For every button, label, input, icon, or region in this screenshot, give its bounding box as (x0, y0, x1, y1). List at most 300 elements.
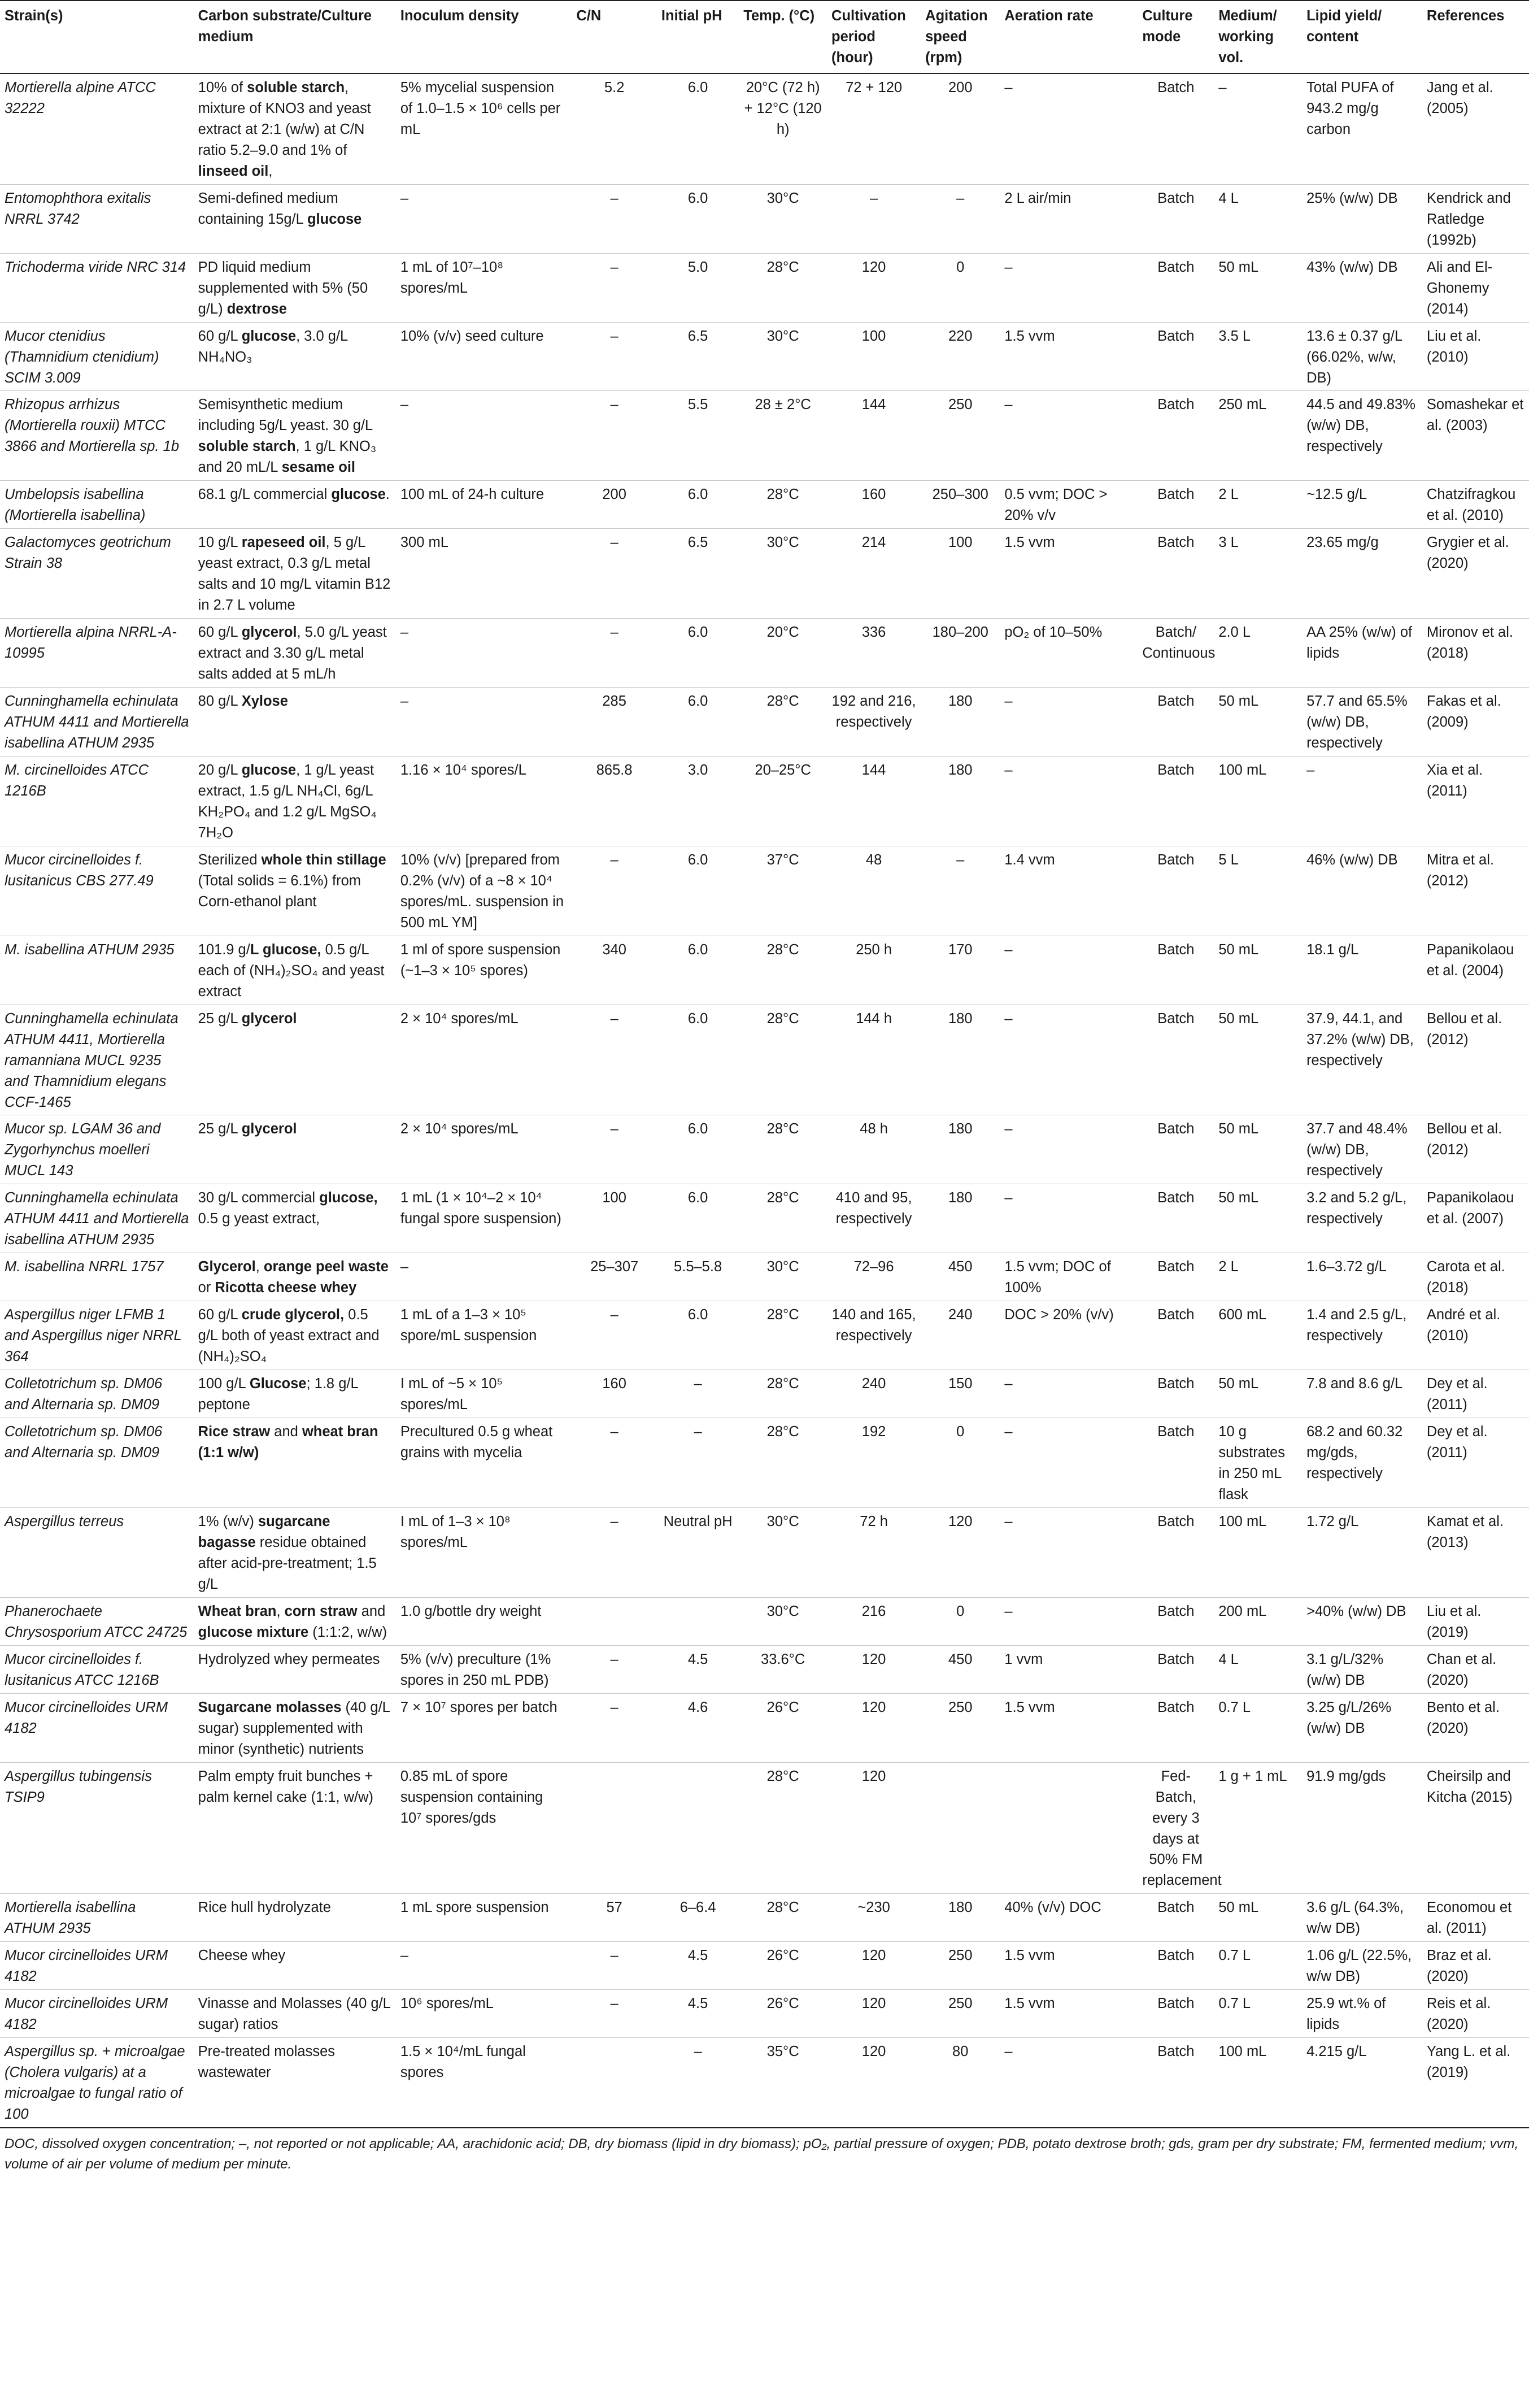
cell-period: 192 (827, 1418, 921, 1508)
cell-ph: 4.5 (657, 1990, 739, 2038)
cell-cn: 25–307 (572, 1253, 657, 1301)
cell-lipid: 46% (w/w) DB (1302, 846, 1422, 936)
cell-aeration: – (1000, 1597, 1138, 1645)
cell-agitation: 450 (921, 1253, 1000, 1301)
cell-ref: Liu et al. (2019) (1422, 1597, 1529, 1645)
carbon-substrate: Xylose (241, 693, 288, 710)
cell-ref: Kendrick and Ratledge (1992b) (1422, 184, 1529, 253)
carbon-text: 10 g/L (198, 534, 242, 551)
carbon-text: 68.1 g/L commercial (198, 486, 332, 503)
cell-inoculum: – (396, 184, 572, 253)
cell-agitation: 120 (921, 1507, 1000, 1597)
cell-period: 144 (827, 756, 921, 846)
table-row (0, 529, 1529, 619)
cell-vol: 50 mL (1214, 1370, 1302, 1418)
cell-ph: 6.5 (657, 529, 739, 619)
cell-mode: Batch (1138, 936, 1214, 1005)
cell-temp: 28°C (739, 1370, 827, 1418)
cell-cn: – (572, 619, 657, 688)
cell-temp: 28°C (739, 481, 827, 529)
cell-inoculum: 1 ml of spore suspension (~1–3 × 10⁵ spores) (396, 936, 572, 1005)
cell-ph: 6.0 (657, 619, 739, 688)
cell-inoculum: 1 mL of a 1–3 × 10⁵ spore/mL suspension (396, 1301, 572, 1370)
cell-temp: 33.6°C (739, 1645, 827, 1693)
cell-ph: – (657, 1418, 739, 1508)
cell-ref: Yang L. et al. (2019) (1422, 2038, 1529, 2128)
table-row (0, 1693, 1529, 1762)
cell-strain: Rhizopus arrhizus (Mortierella rouxii) MTCC 3866 and Mortierella sp. 1b (0, 391, 194, 481)
cell-period: 48 (827, 846, 921, 936)
cell-aeration: 2 L air/min (1000, 184, 1138, 253)
table-row (0, 1894, 1529, 1942)
cell-ph: 6.0 (657, 1005, 739, 1115)
cell-lipid: 1.6–3.72 g/L (1302, 1253, 1422, 1301)
cell-period: 336 (827, 619, 921, 688)
cell-agitation: 240 (921, 1301, 1000, 1370)
cell-carbon (194, 1418, 396, 1508)
cell-inoculum: 300 mL (396, 529, 572, 619)
cell-strain: Entomophthora exitalis NRRL 3742 (0, 184, 194, 253)
cell-carbon (194, 688, 396, 757)
cell-aeration: 1.5 vvm (1000, 1693, 1138, 1762)
cell-ref: Dey et al. (2011) (1422, 1418, 1529, 1508)
cell-period: ~230 (827, 1894, 921, 1942)
cell-cn: – (572, 1990, 657, 2038)
carbon-substrate: Wheat bran (198, 1603, 277, 1619)
table-row (0, 1762, 1529, 1894)
cell-strain: Aspergillus tubingensis TSIP9 (0, 1762, 194, 1894)
cell-mode: Batch (1138, 73, 1214, 184)
carbon-substrate: L glucose, (250, 941, 321, 958)
cell-cn: – (572, 1115, 657, 1184)
cell-lipid: – (1302, 756, 1422, 846)
cell-vol: 50 mL (1214, 253, 1302, 322)
cell-aeration: – (1000, 253, 1138, 322)
cell-vol: 2 L (1214, 1253, 1302, 1301)
cell-cn: 340 (572, 936, 657, 1005)
table-row (0, 1507, 1529, 1597)
cell-ref: Cheirsilp and Kitcha (2015) (1422, 1762, 1529, 1894)
cell-period: 192 and 216, respectively (827, 688, 921, 757)
cell-ref: Papanikolaou et al. (2007) (1422, 1184, 1529, 1253)
cell-cn: 57 (572, 1894, 657, 1942)
carbon-substrate: wheat bran (302, 1424, 378, 1440)
cell-aeration: 1.5 vvm (1000, 322, 1138, 391)
carbon-substrate: glycerol (241, 1010, 297, 1027)
cell-mode: Batch (1138, 322, 1214, 391)
cell-agitation: 450 (921, 1645, 1000, 1693)
cell-inoculum: 1.0 g/bottle dry weight (396, 1597, 572, 1645)
cell-strain: Cunninghamella echinulata ATHUM 4411 and Mortierella isabellina ATHUM 2935 (0, 1184, 194, 1253)
cell-period: 120 (827, 1693, 921, 1762)
cell-vol: 250 mL (1214, 391, 1302, 481)
cell-inoculum: 5% (v/v) preculture (1% spores in 250 mL PDB) (396, 1645, 572, 1693)
cell-temp: 28°C (739, 688, 827, 757)
cell-cn: – (572, 1418, 657, 1508)
cell-period: 216 (827, 1597, 921, 1645)
cell-ph: 4.5 (657, 1645, 739, 1693)
cell-inoculum: 1 mL (1 × 10⁴–2 × 10⁴ fungal spore suspension) (396, 1184, 572, 1253)
cell-strain: Mortierella alpina NRRL-A-10995 (0, 619, 194, 688)
cell-ph: 6.0 (657, 73, 739, 184)
cell-aeration: pO₂ of 10–50% (1000, 619, 1138, 688)
cell-vol: 4 L (1214, 1645, 1302, 1693)
cell-lipid: 23.65 mg/g (1302, 529, 1422, 619)
cell-inoculum: I mL of ~5 × 10⁵ spores/mL (396, 1370, 572, 1418)
carbon-text: 0.5 g yeast extract, (198, 1211, 320, 1227)
cell-lipid: 7.8 and 8.6 g/L (1302, 1370, 1422, 1418)
cell-aeration: DOC > 20% (v/v) (1000, 1301, 1138, 1370)
cell-aeration: – (1000, 936, 1138, 1005)
cell-ph: 5.5 (657, 391, 739, 481)
table-footnote: DOC, dissolved oxygen concentration; –, not reported or not applicable; AA, arachidonic acid; DB, dry biomass (lipid in dry biomass); pO₂, partial pressure of oxygen; PDB, potato dextrose broth; gds, gram per dry substrate; FM, fermented medium; vvm, volume of air per volume of medium per minute. (5, 2136, 1519, 2172)
cell-mode: Batch (1138, 688, 1214, 757)
cell-cn: 100 (572, 1184, 657, 1253)
cell-ref: Bellou et al. (2012) (1422, 1115, 1529, 1184)
cell-carbon (194, 1894, 396, 1942)
cell-inoculum: 10% (v/v) [prepared from 0.2% (v/v) of a ~8 × 10⁴ spores/mL. suspension in 500 mL YM] (396, 846, 572, 936)
cell-aeration (1000, 1762, 1138, 1894)
cell-strain: Mucor circinelloides URM 4182 (0, 1942, 194, 1990)
carbon-text: , (255, 1259, 264, 1275)
header-period: Cultivation period (hour) (827, 1, 921, 73)
header-mode: Culture mode (1138, 1, 1214, 73)
cell-agitation (921, 1762, 1000, 1894)
cell-ph: – (657, 1370, 739, 1418)
carbon-substrate: corn straw (284, 1603, 358, 1619)
cell-vol: 0.7 L (1214, 1942, 1302, 1990)
cell-ref: Mitra et al. (2012) (1422, 846, 1529, 936)
cell-period: 120 (827, 1990, 921, 2038)
cell-ref: Fakas et al. (2009) (1422, 688, 1529, 757)
cell-agitation: 220 (921, 322, 1000, 391)
cell-strain: Mucor circinelloides f. lusitanicus CBS 277.49 (0, 846, 194, 936)
table-row (0, 73, 1529, 184)
table-row (0, 391, 1529, 481)
cell-temp: 35°C (739, 2038, 827, 2128)
cell-vol: 2.0 L (1214, 619, 1302, 688)
cell-vol: 600 mL (1214, 1301, 1302, 1370)
cell-ph: 3.0 (657, 756, 739, 846)
cell-period: – (827, 184, 921, 253)
cell-strain: Cunninghamella echinulata ATHUM 4411 and Mortierella isabellina ATHUM 2935 (0, 688, 194, 757)
carbon-substrate: glycerol (241, 1121, 297, 1137)
cell-agitation: 180 (921, 1184, 1000, 1253)
cell-vol: 0.7 L (1214, 1693, 1302, 1762)
cell-carbon (194, 391, 396, 481)
cell-cn: 865.8 (572, 756, 657, 846)
carbon-text: , (276, 1603, 285, 1619)
cell-inoculum: 1.5 × 10⁴/mL fungal spores (396, 2038, 572, 2128)
cell-cn: – (572, 529, 657, 619)
cell-lipid: 37.9, 44.1, and 37.2% (w/w) DB, respectively (1302, 1005, 1422, 1115)
cell-aeration: 1.5 vvm (1000, 1942, 1138, 1990)
cell-agitation: 180 (921, 1115, 1000, 1184)
cell-cn: – (572, 1942, 657, 1990)
cell-ref: Xia et al. (2011) (1422, 756, 1529, 846)
cell-strain: M. isabellina NRRL 1757 (0, 1253, 194, 1301)
cell-strain: Cunninghamella echinulata ATHUM 4411, Mortierella ramanniana MUCL 9235 and Thamnidium elegans CCF-1465 (0, 1005, 194, 1115)
cell-aeration: 1.5 vvm (1000, 1990, 1138, 2038)
carbon-text: , (268, 163, 273, 179)
cell-period: 72 + 120 (827, 73, 921, 184)
table-header (0, 1, 1529, 73)
cell-cn: 160 (572, 1370, 657, 1418)
carbon-text: 60 g/L (198, 328, 242, 344)
cell-ref: Braz et al. (2020) (1422, 1942, 1529, 1990)
carbon-text: , mixture of KNO3 and yeast extract at 2:1 (w/w) at C/N ratio 5.2–9.0 and 1% of (198, 79, 371, 158)
cell-vol: 100 mL (1214, 2038, 1302, 2128)
cell-aeration: 0.5 vvm; DOC > 20% v/v (1000, 481, 1138, 529)
cell-strain: Umbelopsis isabellina (Mortierella isabellina) (0, 481, 194, 529)
carbon-text: Palm empty fruit bunches + palm kernel cake (1:1, w/w) (198, 1768, 374, 1805)
cell-inoculum: 1.16 × 10⁴ spores/L (396, 756, 572, 846)
carbon-text: Pre-treated molasses wastewater (198, 2044, 336, 2081)
cell-carbon (194, 2038, 396, 2128)
cell-ref: Papanikolaou et al. (2004) (1422, 936, 1529, 1005)
cell-aeration: – (1000, 1418, 1138, 1508)
carbon-text: Semi-defined medium containing 15g/L (198, 190, 338, 227)
cell-strain: Mucor circinelloides URM 4182 (0, 1693, 194, 1762)
cell-carbon (194, 619, 396, 688)
carbon-substrate: glucose, (319, 1190, 378, 1206)
cell-carbon (194, 1370, 396, 1418)
cell-strain: M. circinelloides ATCC 1216B (0, 756, 194, 846)
cell-ref: Reis et al. (2020) (1422, 1990, 1529, 2038)
carbon-substrate: Rice straw (198, 1424, 271, 1440)
cell-strain: Galactomyces geotrichum Strain 38 (0, 529, 194, 619)
cell-vol: 50 mL (1214, 1184, 1302, 1253)
cell-cn: – (572, 322, 657, 391)
carbon-substrate: glycerol (241, 624, 297, 641)
cell-period: 120 (827, 1762, 921, 1894)
cell-carbon (194, 1942, 396, 1990)
table-row (0, 688, 1529, 757)
carbon-substrate: glucose (307, 211, 362, 227)
cell-ref: Bento et al. (2020) (1422, 1693, 1529, 1762)
table-row (0, 846, 1529, 936)
cell-mode: Batch (1138, 1507, 1214, 1597)
carbon-text: PD liquid medium supplemented with 5% (50 g/L) (198, 259, 368, 317)
cell-carbon (194, 756, 396, 846)
table-row (0, 936, 1529, 1005)
header-aeration: Aeration rate (1000, 1, 1138, 73)
cell-temp: 26°C (739, 1693, 827, 1762)
carbon-substrate: sesame oil (281, 459, 355, 476)
cell-agitation: 250 (921, 1693, 1000, 1762)
carbon-text: 25 g/L (198, 1010, 242, 1027)
cell-mode: Batch (1138, 1184, 1214, 1253)
cell-period: 214 (827, 529, 921, 619)
cell-ref: Carota et al. (2018) (1422, 1253, 1529, 1301)
carbon-text: and glucose mixture (1:1:2, w/w) (198, 1603, 387, 1640)
cell-inoculum: – (396, 1253, 572, 1301)
carbon-text: (1:1 w/w) (198, 1445, 259, 1461)
cell-temp: 28°C (739, 1894, 827, 1942)
carbon-text: 101.9 g/ (198, 941, 250, 958)
cell-ph (657, 1762, 739, 1894)
cell-carbon (194, 1005, 396, 1115)
cell-agitation: 0 (921, 253, 1000, 322)
table-body (0, 73, 1529, 2128)
cell-temp: 28°C (739, 1418, 827, 1508)
cell-ph: 4.5 (657, 1942, 739, 1990)
header-inoculum: Inoculum density (396, 1, 572, 73)
cell-vol: 1 g + 1 mL (1214, 1762, 1302, 1894)
cell-mode: Batch (1138, 2038, 1214, 2128)
carbon-substrate: soluble starch (198, 438, 296, 455)
table-row (0, 1370, 1529, 1418)
carbon-substrate: glucose (331, 486, 386, 503)
carbon-text: 30 g/L commercial (198, 1190, 320, 1206)
cell-inoculum: 100 mL of 24-h culture (396, 481, 572, 529)
header-refs: References (1422, 1, 1529, 73)
cell-period: 240 (827, 1370, 921, 1418)
cell-lipid: 68.2 and 60.32 mg/gds, respectively (1302, 1418, 1422, 1508)
cell-mode: Fed-Batch, every 3 days at 50% FM replacement (1138, 1762, 1214, 1894)
cell-cn: – (572, 1301, 657, 1370)
cell-aeration: – (1000, 1184, 1138, 1253)
cell-ref: Bellou et al. (2012) (1422, 1005, 1529, 1115)
cell-carbon (194, 73, 396, 184)
cell-temp: 30°C (739, 322, 827, 391)
cell-ref: Ali and El-Ghonemy (2014) (1422, 253, 1529, 322)
cell-inoculum: 2 × 10⁴ spores/mL (396, 1115, 572, 1184)
cell-carbon (194, 1507, 396, 1597)
cell-ph: 5.5–5.8 (657, 1253, 739, 1301)
cell-period: 120 (827, 2038, 921, 2128)
table-row (0, 1942, 1529, 1990)
cell-aeration: – (1000, 2038, 1138, 2128)
table-row (0, 1597, 1529, 1645)
carbon-substrate: orange peel waste (263, 1259, 389, 1275)
cell-lipid: 44.5 and 49.83% (w/w) DB, respectively (1302, 391, 1422, 481)
table-row (0, 481, 1529, 529)
cell-inoculum: I mL of 1–3 × 10⁸ spores/mL (396, 1507, 572, 1597)
cell-aeration: 1.5 vvm (1000, 529, 1138, 619)
carbon-substrate: glucose (241, 328, 297, 344)
carbon-text: , 1 g/L yeast extract, 1.5 g/L NH₄Cl, 6g/L KH₂PO₄ and 1.2 g/L MgSO₄ 7H₂O (198, 762, 377, 841)
cell-cn: – (572, 1507, 657, 1597)
cell-ph: Neutral pH (657, 1507, 739, 1597)
cell-ph: 6.0 (657, 1115, 739, 1184)
carbon-text: Semisynthetic medium including 5g/L yeast. 30 g/L (198, 397, 373, 434)
cell-period: 48 h (827, 1115, 921, 1184)
cell-mode: Batch/ Continuous (1138, 619, 1214, 688)
cell-strain: Mucor circinelloides f. lusitanicus ATCC 1216B (0, 1645, 194, 1693)
cell-aeration: – (1000, 1507, 1138, 1597)
cell-inoculum: 5% mycelial suspension of 1.0–1.5 × 10⁶ cells per mL (396, 73, 572, 184)
cell-vol: 50 mL (1214, 1894, 1302, 1942)
cell-period: 72 h (827, 1507, 921, 1597)
carbon-text: Sterilized (198, 851, 262, 868)
cell-aeration: – (1000, 1115, 1138, 1184)
cell-agitation: 0 (921, 1597, 1000, 1645)
carbon-substrate: Sugarcane molasses (198, 1699, 342, 1715)
cell-carbon (194, 1597, 396, 1645)
cell-carbon (194, 1693, 396, 1762)
cell-vol: 50 mL (1214, 1115, 1302, 1184)
carbon-text: 20 g/L (198, 762, 242, 778)
cell-strain: Mucor ctenidius (Thamnidium ctenidium) SCIM 3.009 (0, 322, 194, 391)
carbon-text: , 1 g/L KNO₃ and 20 mL/L (198, 438, 377, 476)
cell-temp: 20°C (739, 619, 827, 688)
carbon-text: 10% of (198, 79, 247, 95)
cell-inoculum: – (396, 619, 572, 688)
carbon-text: (40 g/L sugar) supplemented with minor (synthetic) nutrients (198, 1699, 390, 1757)
cell-strain: Mucor sp. LGAM 36 and Zygorhynchus moelleri MUCL 143 (0, 1115, 194, 1184)
cell-carbon (194, 1762, 396, 1894)
cell-agitation: 250–300 (921, 481, 1000, 529)
cell-ph: 6.0 (657, 481, 739, 529)
cell-vol: 50 mL (1214, 1005, 1302, 1115)
cell-mode: Batch (1138, 1253, 1214, 1301)
cell-lipid: 1.4 and 2.5 g/L, respectively (1302, 1301, 1422, 1370)
cell-carbon (194, 1301, 396, 1370)
table-row (0, 322, 1529, 391)
cell-agitation: 250 (921, 1990, 1000, 2038)
cell-mode: Batch (1138, 1597, 1214, 1645)
cell-mode: Batch (1138, 1942, 1214, 1990)
cell-cn: 200 (572, 481, 657, 529)
header-vol: Medium/ working vol. (1214, 1, 1302, 73)
cell-lipid: ~12.5 g/L (1302, 481, 1422, 529)
cell-cn: – (572, 391, 657, 481)
carbon-substrate: linseed oil (198, 163, 269, 179)
cell-strain: Trichoderma viride NRC 314 (0, 253, 194, 322)
cell-ref: Somashekar et al. (2003) (1422, 391, 1529, 481)
cell-ph: – (657, 2038, 739, 2128)
cell-mode: Batch (1138, 1693, 1214, 1762)
cell-lipid: 3.25 g/L/26% (w/w) DB (1302, 1693, 1422, 1762)
cell-aeration: – (1000, 73, 1138, 184)
cell-aeration: 40% (v/v) DOC (1000, 1894, 1138, 1942)
cell-lipid: 1.72 g/L (1302, 1507, 1422, 1597)
cell-lipid: 43% (w/w) DB (1302, 253, 1422, 322)
cell-temp: 30°C (739, 1507, 827, 1597)
table-row (0, 1990, 1529, 2038)
cell-temp: 28°C (739, 936, 827, 1005)
cell-inoculum: 0.85 mL of spore suspension containing 10⁷ spores/gds (396, 1762, 572, 1894)
carbon-substrate: glucose (241, 762, 297, 778)
cell-period: 144 (827, 391, 921, 481)
carbon-text: 0.5 g/L both of yeast extract and (NH₄)₂SO₄ (198, 1307, 380, 1365)
cell-cn: 285 (572, 688, 657, 757)
cell-strain: Mortierella isabellina ATHUM 2935 (0, 1894, 194, 1942)
cell-aeration: – (1000, 1005, 1138, 1115)
carbon-text: or Ricotta cheese whey (198, 1280, 357, 1296)
cell-carbon (194, 1115, 396, 1184)
header-agitation: Agitation speed (rpm) (921, 1, 1000, 73)
cell-vol: 50 mL (1214, 688, 1302, 757)
carbon-text: ; 1.8 g/L peptone (198, 1376, 358, 1413)
cell-ph: 5.0 (657, 253, 739, 322)
cell-mode: Batch (1138, 529, 1214, 619)
cell-temp: 30°C (739, 529, 827, 619)
cell-aeration: – (1000, 688, 1138, 757)
cell-strain: Aspergillus niger LFMB 1 and Aspergillus niger NRRL 364 (0, 1301, 194, 1370)
cell-mode: Batch (1138, 1301, 1214, 1370)
carbon-text: 25 g/L (198, 1121, 242, 1137)
header-strain: Strain(s) (0, 1, 194, 73)
header-temp: Temp. (°C) (739, 1, 827, 73)
cell-vol: 3 L (1214, 529, 1302, 619)
carbon-text: Rice hull hydrolyzate (198, 1900, 331, 1916)
cell-lipid: 13.6 ± 0.37 g/L (66.02%, w/w, DB) (1302, 322, 1422, 391)
cell-carbon (194, 253, 396, 322)
cell-inoculum: 10⁶ spores/mL (396, 1990, 572, 2038)
cell-strain: Colletotrichum sp. DM06 and Alternaria sp. DM09 (0, 1418, 194, 1508)
